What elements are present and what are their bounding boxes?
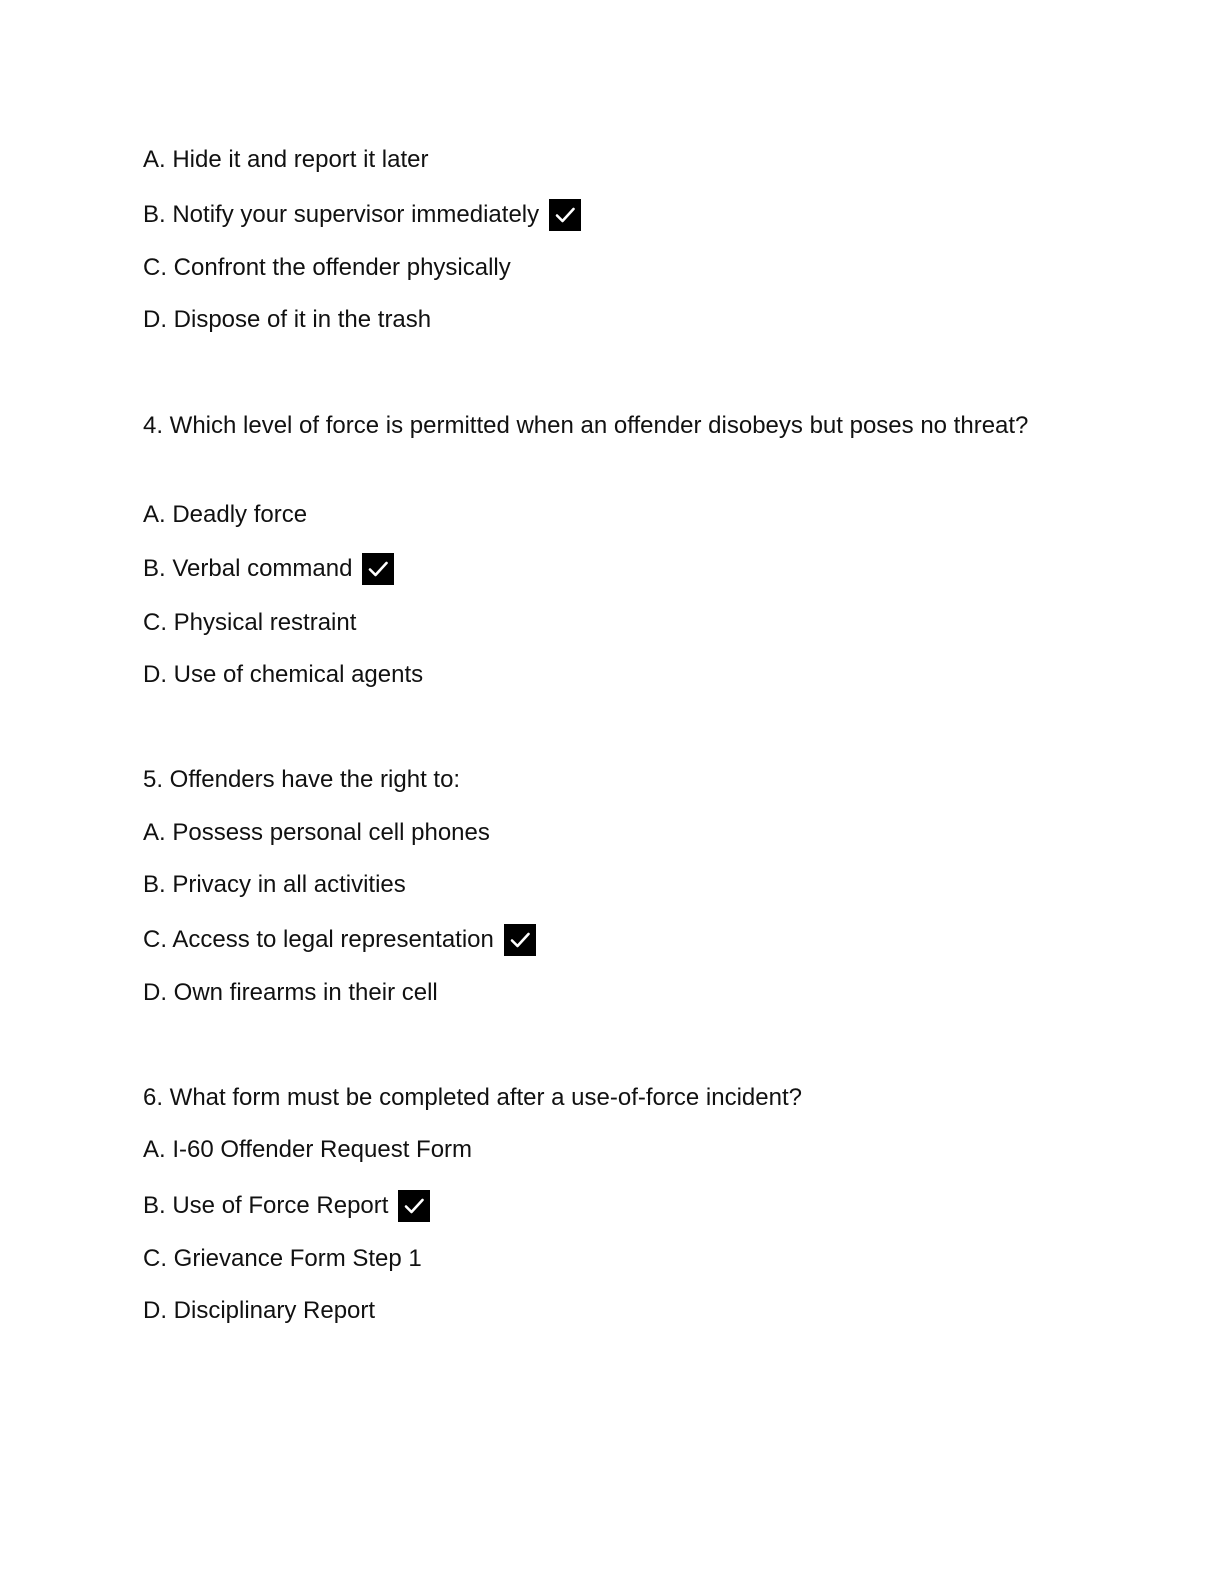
option-4d [143, 657, 423, 693]
option-text: D. Dispose of it in the trash [143, 306, 432, 333]
option-text: A. Hide it and report it later [143, 146, 429, 173]
option-text: B. Notify your supervisor immediately [143, 201, 540, 228]
option-3d [143, 302, 431, 338]
option-text: D. Disciplinary Report [143, 1297, 376, 1324]
option-text: B. Verbal command [143, 555, 353, 582]
option-text: B. Use of Force Report [143, 1192, 389, 1219]
option-text: D. Use of chemical agents [143, 661, 424, 688]
option-6a [143, 1132, 472, 1168]
option-text: A. Deadly force [143, 501, 308, 528]
option-5b [143, 867, 406, 903]
option-5a [143, 815, 490, 851]
option-6b [143, 1188, 430, 1224]
checkmark-icon [504, 924, 536, 956]
option-4b [143, 551, 394, 587]
option-text: A. I-60 Offender Request Form [143, 1136, 473, 1163]
option-5d [143, 975, 438, 1011]
option-text: C. Confront the offender physically [143, 254, 511, 281]
option-text: C. Access to legal representation [143, 926, 494, 953]
question-6: 6. What form must be completed after a use-of-force incident? [143, 1084, 802, 1111]
checkmark-icon [549, 199, 581, 231]
option-4a [143, 497, 307, 533]
question-4: 4. Which level of force is permitted when an offender disobeys but poses no threat? [143, 412, 1029, 439]
option-text: C. Grievance Form Step 1 [143, 1245, 422, 1272]
option-6d [143, 1293, 375, 1329]
option-3c [143, 250, 511, 286]
option-3b [143, 197, 581, 233]
option-6c [143, 1241, 422, 1277]
option-5c [143, 922, 536, 958]
option-text: D. Own firearms in their cell [143, 979, 438, 1006]
question-5: 5. Offenders have the right to: [143, 766, 461, 793]
checkmark-icon [362, 553, 394, 585]
checkmark-icon [398, 1190, 430, 1222]
option-4c [143, 605, 356, 641]
option-3a [143, 142, 428, 178]
option-text: A. Possess personal cell phones [143, 819, 490, 846]
option-text: B. Privacy in all activities [143, 871, 406, 898]
option-text: C. Physical restraint [143, 609, 357, 636]
